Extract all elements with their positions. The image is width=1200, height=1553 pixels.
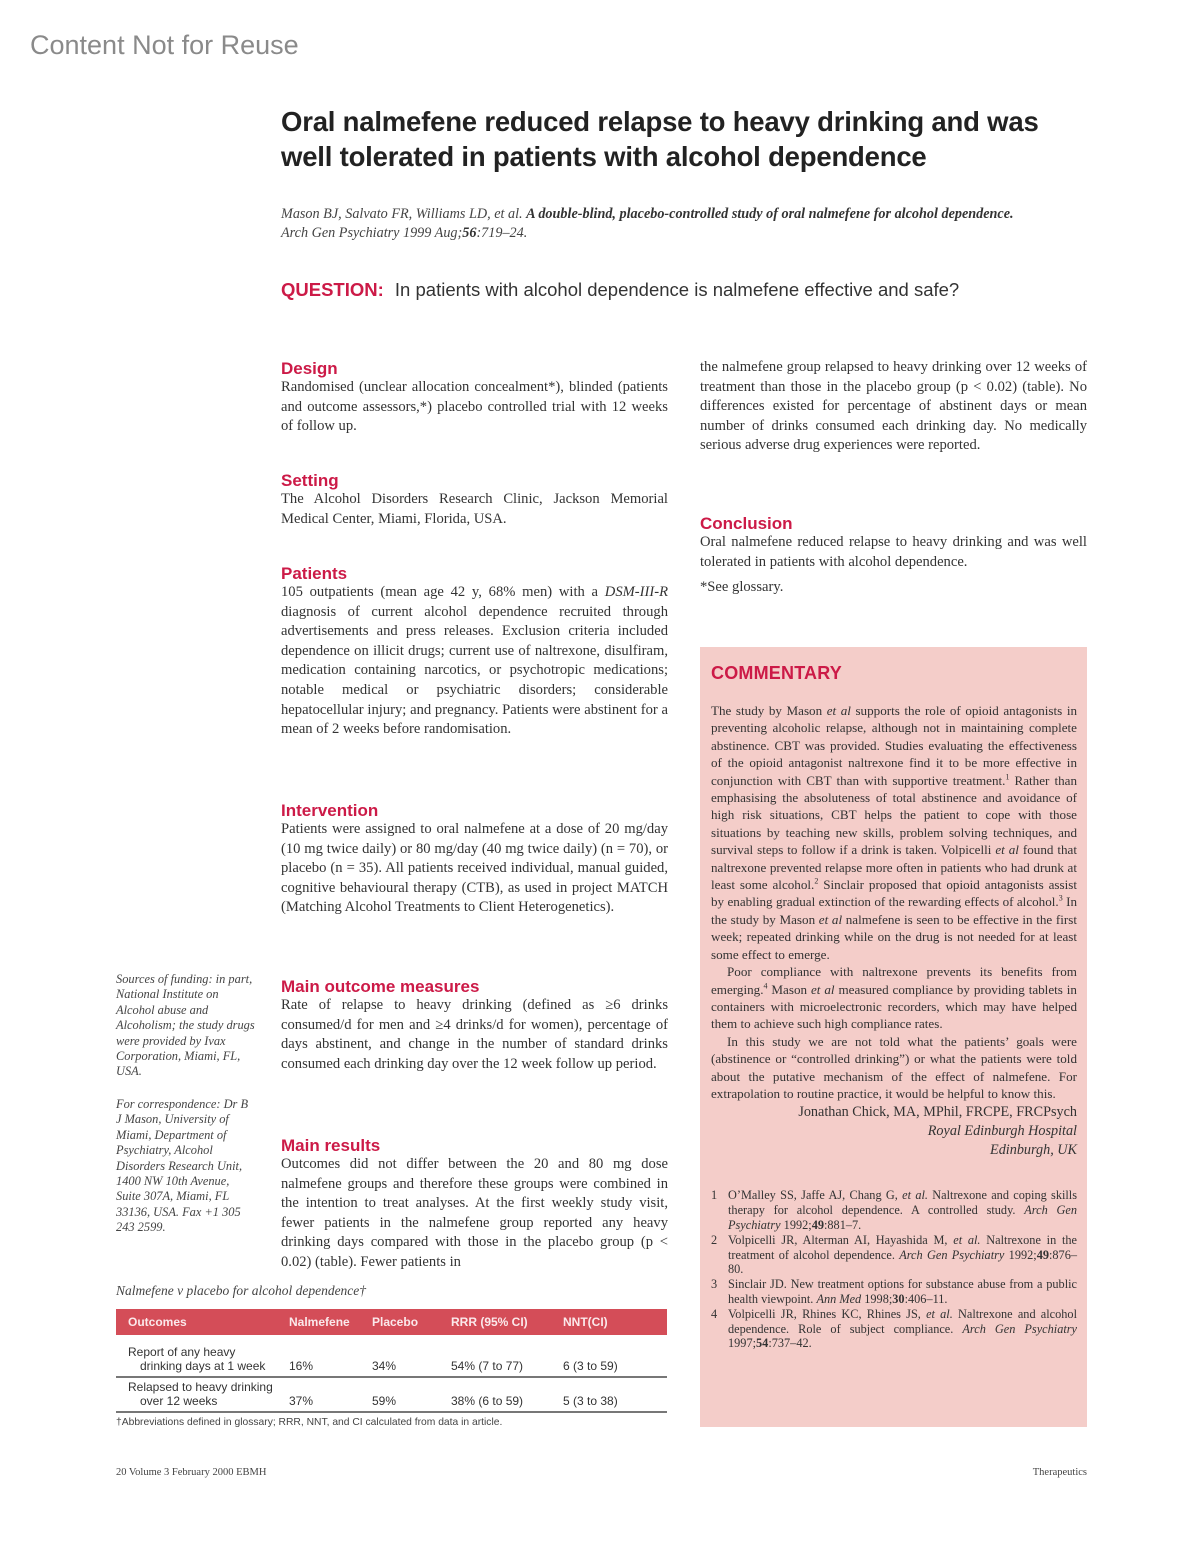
commentary-paragraph: Poor compliance with naltrexone prevents its benefits from emerging.$^4$ Mason et al measured compliance by providing tablets in containers with microelectronic recorders, which may have helped them to achieve such high compliance rates. xyxy=(711,964,1077,1032)
citation-pages: :719–24. xyxy=(476,225,528,241)
citation-journal: Arch Gen Psychiatry 1999 Aug; xyxy=(281,225,463,241)
section-setting xyxy=(281,471,668,529)
column-header: RRR (95% CI) xyxy=(451,1315,528,1329)
reference-item: 4 Volpicelli JR, Rhines KC, Rhines JS, et al. Naltrexone and alcohol dependence. Role of subject compliance. Arch Gen Psychiatry 1997;54:737–42. xyxy=(711,1306,1078,1351)
signature-location: Edinburgh, UK xyxy=(990,1142,1077,1159)
section-body: Outcomes did not differ between the 20 and 80 mg dose nalmefene groups and therefore these groups were combined in the intention to treat analyses. At the first weekly study visit, fewer patients in the nalmefene group reported any heavy drinking days compared with those in the placebo group (p < 0.02) (table). Fewer patients in xyxy=(281,1156,668,1270)
section-heading: Main results xyxy=(281,1136,381,1155)
citation-authors: Mason BJ, Salvato FR, Williams LD, et al. xyxy=(281,206,523,222)
reference-item: 2 Volpicelli JR, Alterman AI, Hayashida M, et al. Naltrexone in the treatment of alcohol dependence. Arch Gen Psychiatry 1992;49:876–80. xyxy=(711,1232,1077,1277)
footer-page-info: 20 Volume 3 February 2000 EBMH xyxy=(116,1467,267,1478)
section-body: The Alcohol Disorders Research Clinic, Jackson Memorial Medical Center, Miami, Florida, USA. xyxy=(281,491,668,527)
commentary-signature xyxy=(711,1103,1077,1160)
signature-institution: Royal Edinburgh Hospital xyxy=(927,1123,1077,1140)
section-heading: Patients xyxy=(281,564,348,583)
citation-volume: 56 xyxy=(462,225,477,241)
placebo-cell: 59% xyxy=(372,1394,397,1408)
article-title: Oral nalmefene reduced relapse to heavy drinking and was well tolerated in patients with alcohol dependence xyxy=(281,106,1039,172)
placebo-cell: 34% xyxy=(372,1359,397,1373)
section-heading: Main outcome measures xyxy=(281,977,480,996)
section-conclusion xyxy=(700,514,1087,598)
citation-study-title: A double-blind, placebo-controlled study of oral nalmefene for alcohol dependence. xyxy=(526,206,1014,222)
citation xyxy=(281,205,1041,243)
rrr-cell: 54% (7 to 77) xyxy=(451,1359,524,1373)
section-heading: Design xyxy=(281,359,338,378)
question-text: In patients with alcohol dependence is nalmefene effective and safe? xyxy=(394,279,960,300)
rrr-cell: 38% (6 to 59) xyxy=(451,1394,524,1408)
section-heading: Setting xyxy=(281,471,339,490)
reference-item: 1 O’Malley SS, Jaffe AJ, Chang G, et al. Naltrexone and coping skills therapy for alcohol dependence. A controlled study. Arch Gen Psychiatry 1992;49:881–7. xyxy=(711,1188,1078,1232)
outcome-cell: Relapsed to heavy drinking over 12 weeks xyxy=(128,1380,273,1408)
section-body: Rate of relapse to heavy drinking (defined as ≥6 drinks consumed/d for men and ≥4 drinks/d for women), percentage of days abstinent, and change in the number of standard drinks consumed each drinking day over the 12 week follow up period. xyxy=(281,997,668,1072)
table-header-row xyxy=(116,1309,667,1335)
section-body: Randomised (unclear allocation concealment*), blinded (patients and outcome assessors,*) placebo controlled trial with 12 weeks of follow up. xyxy=(281,379,668,435)
section-main-results xyxy=(281,1136,668,1273)
table-caption: Nalmefene v placebo for alcohol dependence† xyxy=(116,1283,367,1298)
section-heading: Intervention xyxy=(281,801,379,820)
section-body: the nalmefene group relapsed to heavy drinking over 12 weeks of treatment than those in the placebo group (p < 0.02) (table). No differences existed for percentage of abstinent days or mean number of drinks consumed each drinking day. No medically serious adverse drug experiences were reported. xyxy=(700,359,1087,454)
nalmefene-cell: 16% xyxy=(289,1359,314,1373)
section-intervention xyxy=(281,801,668,918)
commentary-paragraph: The study by Mason et al supports the role of opioid antagonists in preventing alcoholic relapse, although not in maintaining complete abstinence. CBT was provided. Studies evaluating the effectiveness of the opioid antagonist naltrexone find it to be more effective in conjunction with CBT than with supportive treatment.$^1$ Rather than emphasising the absoluteness of total abstinence and avoidance of high risk situations, CBT helps the patient to cope with those situations by teaching new skills, problem solving techniques, and survival steps to follow if a drink is taken. Volpicelli et al found that naltrexone prevented relapse more often in patients who had drunk at least some alcohol.$^2$ Sinclair proposed that opioid antagonists assist by enabling gradual extinction of the rewarding effects of alcohol.$^3$ In the study by Mason et al nalmefene is seen to be effective in the first week; repeated drinking while on the drug is not needed for at least some effect to emerge. xyxy=(711,703,1078,962)
nalmefene-cell: 37% xyxy=(289,1394,314,1408)
column-header: Outcomes xyxy=(128,1315,187,1329)
results-table xyxy=(116,1309,667,1413)
column-header: Nalmefene xyxy=(289,1315,350,1329)
question xyxy=(281,279,959,301)
nnt-cell: 6 (3 to 59) xyxy=(563,1359,618,1373)
table-footnote: †Abbreviations defined in glossary; RRR, NNT, and CI calculated from data in article. xyxy=(116,1417,503,1428)
correspondence-note: For correspondence: Dr B J Mason, University of Miami, Department of Psychiatry, Alcohol Disorders Research Unit, 1400 NW 10th Avenue, Suite 307A, Miami, FL 33136, USA. Fax +1 305 243 2599. xyxy=(116,1097,249,1235)
section-design xyxy=(281,359,668,437)
commentary-heading: COMMENTARY xyxy=(711,663,842,683)
section-heading: Conclusion xyxy=(700,514,793,533)
section-body: Oral nalmefene reduced relapse to heavy drinking and was well tolerated in patients with alcohol dependence. xyxy=(700,534,1087,570)
commentary-paragraph: In this study we are not told what the patients’ goals were (abstinence or “controlled drinking”) or what the patients were told about the putative mechanism of the effect of nalmefene. For extrapolation to routine practice, it would be helpful to know this. xyxy=(711,1033,1077,1101)
nnt-cell: 5 (3 to 38) xyxy=(563,1394,618,1408)
outcome-cell: Report of any heavy drinking days at 1 week xyxy=(128,1345,266,1373)
reference-list xyxy=(711,1188,1077,1351)
glossary-note: *See glossary. xyxy=(700,579,784,596)
question-label: QUESTION: xyxy=(281,279,384,300)
reference-item: 3 Sinclair JD. New treatment options for substance abuse from a public health viewpoint. Ann Med 1998;30:406–11. xyxy=(711,1277,1077,1306)
main-results-continued xyxy=(700,358,1087,456)
footer-section: Therapeutics xyxy=(1032,1467,1087,1478)
section-main-outcome-measures xyxy=(281,977,668,1074)
section-patients xyxy=(281,564,668,740)
commentary-box xyxy=(700,647,1087,1427)
funding-note: Sources of funding: in part, National Institute on Alcohol abuse and Alcoholism; the study drugs were provided by Ivax Corporation, Miami, FL, USA. xyxy=(116,972,255,1079)
section-body: 105 outpatients (mean age 42 y, 68% men) with a DSM-III-R diagnosis of current alcohol dependence recruited through advertisements and press releases. Exclusion criteria included dependence on illicit drugs; current use of naltrexone, disulfiram, medication containing narcotics, or psychotropic medications; notable medical or psychiatric disorders; considerable hepatocellular injury; and pregnancy. Patients were abstinent for a mean of 2 weeks before randomisation. xyxy=(281,584,668,738)
section-body: Patients were assigned to oral nalmefene at a dose of 20 mg/day (10 mg twice daily) or 80 mg/day (40 mg twice daily) (n = 70), or placebo (n = 35). All patients received individual, manual guided, cognitive behavioural therapy (CTB), as used in project MATCH (Matching Alcohol Treatments to Client Heterogenetics). xyxy=(281,821,668,916)
signature-name: Jonathan Chick, MA, MPhil, FRCPE, FRCPsych xyxy=(798,1104,1077,1121)
column-header: NNT(CI) xyxy=(563,1315,608,1329)
watermark: Content Not for Reuse xyxy=(30,30,299,60)
table-row xyxy=(116,1377,667,1412)
table-row xyxy=(116,1343,667,1377)
column-header: Placebo xyxy=(372,1315,419,1329)
